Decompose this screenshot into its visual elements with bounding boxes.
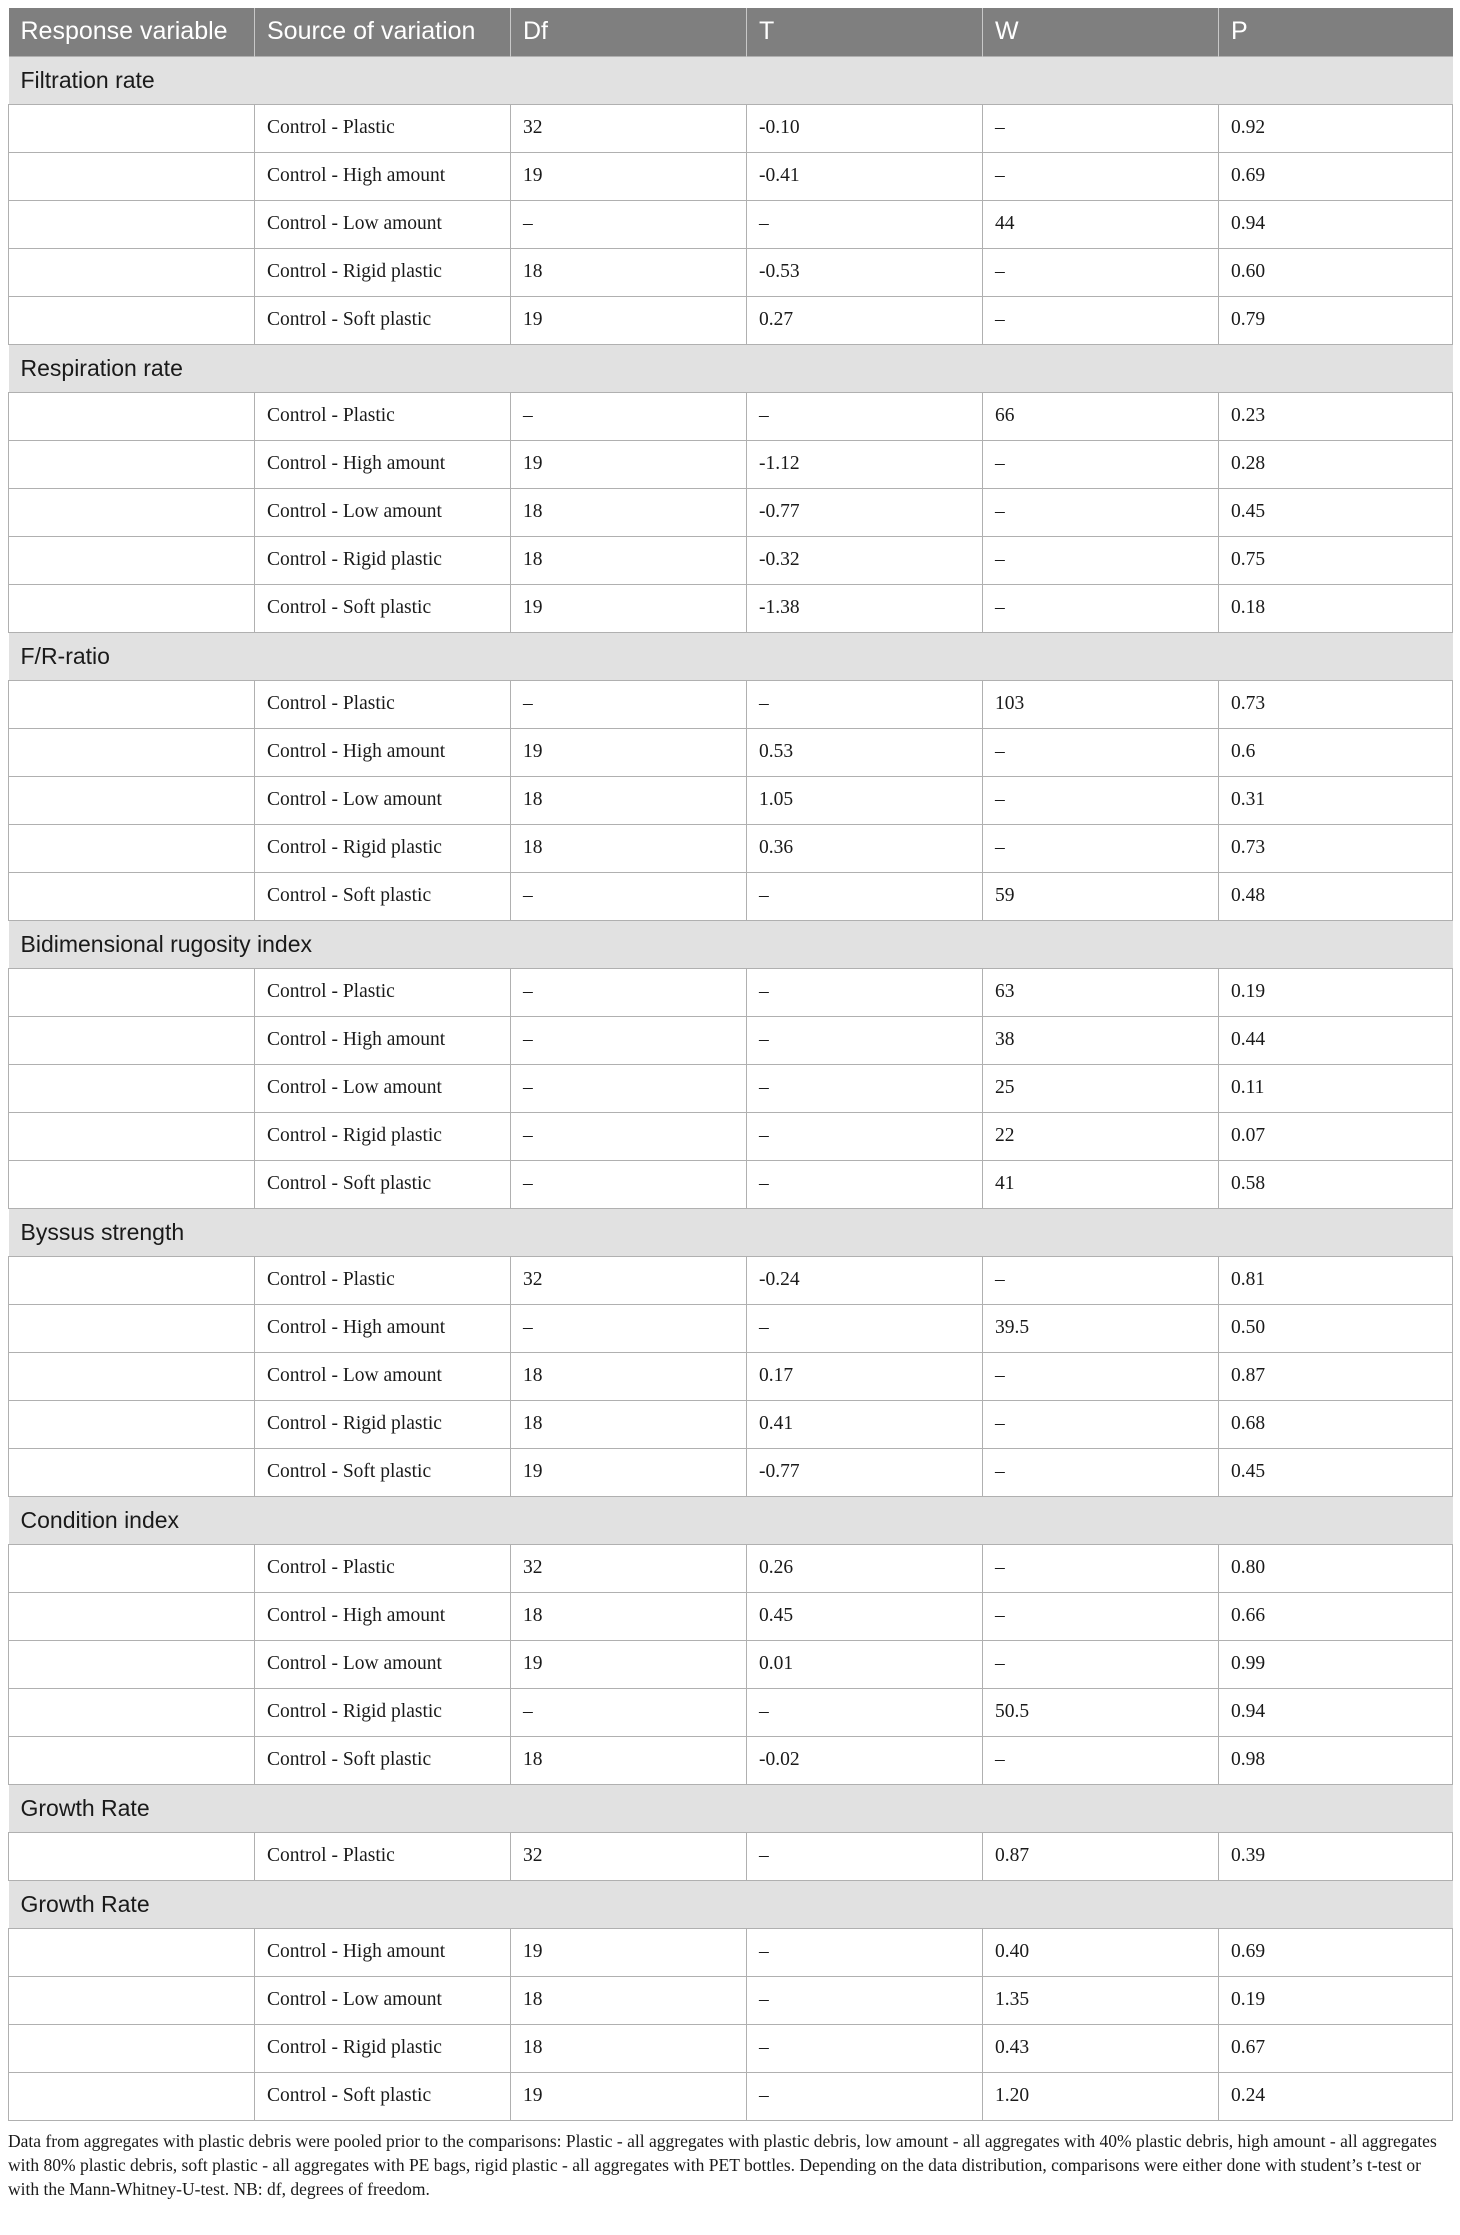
t-cell: 0.01 bbox=[747, 1640, 983, 1688]
empty-cell bbox=[9, 1016, 255, 1064]
source-of-variation-cell: Control - Rigid plastic bbox=[255, 248, 511, 296]
w-cell: 39.5 bbox=[983, 1304, 1219, 1352]
t-cell: – bbox=[747, 2024, 983, 2072]
t-cell: 0.36 bbox=[747, 824, 983, 872]
t-cell: -0.77 bbox=[747, 488, 983, 536]
p-cell: 0.75 bbox=[1219, 536, 1453, 584]
source-of-variation-cell: Control - High amount bbox=[255, 1592, 511, 1640]
source-of-variation-cell: Control - Low amount bbox=[255, 200, 511, 248]
df-cell: 18 bbox=[511, 1592, 747, 1640]
table-row bbox=[9, 104, 1453, 152]
table-row bbox=[9, 488, 1453, 536]
empty-cell bbox=[9, 824, 255, 872]
p-cell: 0.18 bbox=[1219, 584, 1453, 632]
df-cell: – bbox=[511, 680, 747, 728]
t-cell: – bbox=[747, 1112, 983, 1160]
source-of-variation-cell: Control - High amount bbox=[255, 728, 511, 776]
t-cell: 0.27 bbox=[747, 296, 983, 344]
t-cell: 0.26 bbox=[747, 1544, 983, 1592]
t-cell: 0.17 bbox=[747, 1352, 983, 1400]
p-cell: 0.24 bbox=[1219, 2072, 1453, 2120]
t-cell: -1.38 bbox=[747, 584, 983, 632]
source-of-variation-cell: Control - Plastic bbox=[255, 680, 511, 728]
p-cell: 0.6 bbox=[1219, 728, 1453, 776]
table-row bbox=[9, 152, 1453, 200]
empty-cell bbox=[9, 1832, 255, 1880]
source-of-variation-cell: Control - Rigid plastic bbox=[255, 1112, 511, 1160]
empty-cell bbox=[9, 968, 255, 1016]
df-cell: – bbox=[511, 1016, 747, 1064]
group-row bbox=[9, 1208, 1453, 1256]
p-cell: 0.98 bbox=[1219, 1736, 1453, 1784]
w-cell: 1.35 bbox=[983, 1976, 1219, 2024]
source-of-variation-cell: Control - Soft plastic bbox=[255, 1160, 511, 1208]
w-cell: – bbox=[983, 728, 1219, 776]
source-of-variation-cell: Control - Rigid plastic bbox=[255, 2024, 511, 2072]
p-cell: 0.67 bbox=[1219, 2024, 1453, 2072]
p-cell: 0.80 bbox=[1219, 1544, 1453, 1592]
source-of-variation-cell: Control - Low amount bbox=[255, 1352, 511, 1400]
df-cell: 18 bbox=[511, 1976, 747, 2024]
table-row bbox=[9, 1160, 1453, 1208]
p-cell: 0.69 bbox=[1219, 1928, 1453, 1976]
empty-cell bbox=[9, 776, 255, 824]
t-cell: – bbox=[747, 1016, 983, 1064]
table-row bbox=[9, 1688, 1453, 1736]
source-of-variation-cell: Control - Soft plastic bbox=[255, 872, 511, 920]
header-response-variable: Response variable bbox=[9, 8, 255, 56]
results-table-container bbox=[8, 8, 1452, 2201]
t-cell: -0.24 bbox=[747, 1256, 983, 1304]
t-cell: -0.02 bbox=[747, 1736, 983, 1784]
table-header bbox=[9, 8, 1453, 56]
response-variable-label: Condition index bbox=[9, 1496, 1453, 1544]
w-cell: 63 bbox=[983, 968, 1219, 1016]
empty-cell bbox=[9, 1352, 255, 1400]
p-cell: 0.31 bbox=[1219, 776, 1453, 824]
w-cell: – bbox=[983, 536, 1219, 584]
df-cell: 19 bbox=[511, 1640, 747, 1688]
t-cell: – bbox=[747, 2072, 983, 2120]
p-cell: 0.73 bbox=[1219, 824, 1453, 872]
source-of-variation-cell: Control - Soft plastic bbox=[255, 1448, 511, 1496]
response-variable-label: Byssus strength bbox=[9, 1208, 1453, 1256]
p-cell: 0.92 bbox=[1219, 104, 1453, 152]
source-of-variation-cell: Control - Rigid plastic bbox=[255, 536, 511, 584]
df-cell: 18 bbox=[511, 536, 747, 584]
source-of-variation-cell: Control - High amount bbox=[255, 1016, 511, 1064]
source-of-variation-cell: Control - Soft plastic bbox=[255, 2072, 511, 2120]
empty-cell bbox=[9, 104, 255, 152]
t-cell: -1.12 bbox=[747, 440, 983, 488]
table-row bbox=[9, 824, 1453, 872]
w-cell: – bbox=[983, 152, 1219, 200]
p-cell: 0.07 bbox=[1219, 1112, 1453, 1160]
t-cell: -0.41 bbox=[747, 152, 983, 200]
empty-cell bbox=[9, 1640, 255, 1688]
source-of-variation-cell: Control - Plastic bbox=[255, 104, 511, 152]
response-variable-label: Bidimensional rugosity index bbox=[9, 920, 1453, 968]
w-cell: – bbox=[983, 1352, 1219, 1400]
df-cell: 18 bbox=[511, 2024, 747, 2072]
empty-cell bbox=[9, 488, 255, 536]
empty-cell bbox=[9, 152, 255, 200]
table-row bbox=[9, 1304, 1453, 1352]
source-of-variation-cell: Control - Plastic bbox=[255, 1832, 511, 1880]
empty-cell bbox=[9, 1688, 255, 1736]
empty-cell bbox=[9, 2024, 255, 2072]
t-cell: -0.77 bbox=[747, 1448, 983, 1496]
df-cell: 18 bbox=[511, 1352, 747, 1400]
df-cell: 19 bbox=[511, 152, 747, 200]
df-cell: – bbox=[511, 968, 747, 1016]
header-p: P bbox=[1231, 17, 1248, 46]
empty-cell bbox=[9, 1976, 255, 2024]
w-cell: 1.20 bbox=[983, 2072, 1219, 2120]
w-cell: – bbox=[983, 824, 1219, 872]
source-of-variation-cell: Control - Plastic bbox=[255, 1256, 511, 1304]
w-cell: – bbox=[983, 1400, 1219, 1448]
table-row bbox=[9, 392, 1453, 440]
w-cell: 22 bbox=[983, 1112, 1219, 1160]
source-of-variation-cell: Control - Low amount bbox=[255, 1064, 511, 1112]
source-of-variation-cell: Control - Plastic bbox=[255, 968, 511, 1016]
empty-cell bbox=[9, 1400, 255, 1448]
w-cell: – bbox=[983, 1448, 1219, 1496]
df-cell: 18 bbox=[511, 776, 747, 824]
source-of-variation-cell: Control - Soft plastic bbox=[255, 1736, 511, 1784]
table-row bbox=[9, 248, 1453, 296]
table-row bbox=[9, 776, 1453, 824]
response-variable-label: Growth Rate bbox=[9, 1880, 1453, 1928]
table-row bbox=[9, 440, 1453, 488]
df-cell: 18 bbox=[511, 1400, 747, 1448]
t-cell: -0.10 bbox=[747, 104, 983, 152]
p-cell: 0.60 bbox=[1219, 248, 1453, 296]
p-cell: 0.87 bbox=[1219, 1352, 1453, 1400]
p-cell: 0.94 bbox=[1219, 200, 1453, 248]
header-w: W bbox=[983, 8, 1219, 56]
table-row bbox=[9, 1544, 1453, 1592]
source-of-variation-cell: Control - Low amount bbox=[255, 1976, 511, 2024]
empty-cell bbox=[9, 1592, 255, 1640]
t-cell: – bbox=[747, 1304, 983, 1352]
table-row bbox=[9, 1016, 1453, 1064]
empty-cell bbox=[9, 1112, 255, 1160]
t-cell: – bbox=[747, 1064, 983, 1112]
empty-cell bbox=[9, 248, 255, 296]
table-row bbox=[9, 1112, 1453, 1160]
empty-cell bbox=[9, 536, 255, 584]
p-cell: 0.73 bbox=[1219, 680, 1453, 728]
df-cell: – bbox=[511, 392, 747, 440]
response-variable-label: Respiration rate bbox=[9, 344, 1453, 392]
group-row bbox=[9, 920, 1453, 968]
p-cell: 0.58 bbox=[1219, 1160, 1453, 1208]
table-row bbox=[9, 1592, 1453, 1640]
df-cell: 19 bbox=[511, 1928, 747, 1976]
w-cell: – bbox=[983, 296, 1219, 344]
w-cell: – bbox=[983, 104, 1219, 152]
w-cell: 0.40 bbox=[983, 1928, 1219, 1976]
w-cell: – bbox=[983, 1640, 1219, 1688]
group-row bbox=[9, 1496, 1453, 1544]
p-cell: 0.19 bbox=[1219, 968, 1453, 1016]
table-row bbox=[9, 1928, 1453, 1976]
w-cell: – bbox=[983, 440, 1219, 488]
p-cell: 0.19 bbox=[1219, 1976, 1453, 2024]
group-row bbox=[9, 344, 1453, 392]
t-cell: – bbox=[747, 1688, 983, 1736]
statistics-table bbox=[8, 8, 1453, 2121]
table-row bbox=[9, 1352, 1453, 1400]
empty-cell bbox=[9, 2072, 255, 2120]
p-cell: 0.50 bbox=[1219, 1304, 1453, 1352]
df-cell: 18 bbox=[511, 1736, 747, 1784]
p-cell: 0.68 bbox=[1219, 1400, 1453, 1448]
t-cell: – bbox=[747, 1160, 983, 1208]
t-cell: – bbox=[747, 1976, 983, 2024]
response-variable-label: Growth Rate bbox=[9, 1784, 1453, 1832]
header-source-of-variation: Source of variation bbox=[255, 8, 511, 56]
w-cell: 25 bbox=[983, 1064, 1219, 1112]
w-cell: – bbox=[983, 248, 1219, 296]
df-cell: 19 bbox=[511, 1448, 747, 1496]
p-cell: 0.44 bbox=[1219, 1016, 1453, 1064]
t-cell: 0.41 bbox=[747, 1400, 983, 1448]
source-of-variation-cell: Control - Low amount bbox=[255, 1640, 511, 1688]
t-cell: 0.45 bbox=[747, 1592, 983, 1640]
t-cell: – bbox=[747, 392, 983, 440]
empty-cell bbox=[9, 1064, 255, 1112]
df-cell: – bbox=[511, 1304, 747, 1352]
empty-cell bbox=[9, 1448, 255, 1496]
df-cell: 32 bbox=[511, 1832, 747, 1880]
df-cell: 32 bbox=[511, 1256, 747, 1304]
df-cell: – bbox=[511, 200, 747, 248]
header-df: Df bbox=[511, 8, 747, 56]
source-of-variation-cell: Control - High amount bbox=[255, 152, 511, 200]
w-cell: – bbox=[983, 488, 1219, 536]
w-cell: 38 bbox=[983, 1016, 1219, 1064]
w-cell: – bbox=[983, 1592, 1219, 1640]
source-of-variation-cell: Control - Rigid plastic bbox=[255, 1688, 511, 1736]
table-row bbox=[9, 1256, 1453, 1304]
empty-cell bbox=[9, 440, 255, 488]
source-of-variation-cell: Control - Rigid plastic bbox=[255, 824, 511, 872]
t-cell: 1.05 bbox=[747, 776, 983, 824]
table-body bbox=[9, 56, 1453, 2120]
table-row bbox=[9, 1400, 1453, 1448]
table-row bbox=[9, 536, 1453, 584]
p-cell: 0.23 bbox=[1219, 392, 1453, 440]
header-row bbox=[9, 8, 1453, 56]
table-footnote: Data from aggregates with plastic debris were pooled prior to the comparisons: Plastic - all aggregates with plastic debris, low amount - all aggregates with 40% plastic debris, high amount - all aggregates with 80% plastic debris, soft plastic - all aggregates with PE bags, rigid plastic - all aggregates with PET bottles. Depending on the data distribution, comparisons were either done with student’s t-test or with the Mann-Whitney-U-test. NB: df, degrees of freedom. bbox=[8, 2130, 1437, 2199]
p-cell: 0.81 bbox=[1219, 1256, 1453, 1304]
empty-cell bbox=[9, 1304, 255, 1352]
df-cell: – bbox=[511, 1160, 747, 1208]
empty-cell bbox=[9, 200, 255, 248]
p-cell: 0.45 bbox=[1219, 488, 1453, 536]
source-of-variation-cell: Control - Low amount bbox=[255, 776, 511, 824]
p-cell: 0.39 bbox=[1219, 1832, 1453, 1880]
header-t: T bbox=[747, 8, 983, 56]
t-cell: -0.53 bbox=[747, 248, 983, 296]
empty-cell bbox=[9, 1928, 255, 1976]
empty-cell bbox=[9, 392, 255, 440]
source-of-variation-cell: Control - High amount bbox=[255, 1304, 511, 1352]
df-cell: 32 bbox=[511, 104, 747, 152]
group-row bbox=[9, 1784, 1453, 1832]
df-cell: – bbox=[511, 1688, 747, 1736]
w-cell: 44 bbox=[983, 200, 1219, 248]
source-of-variation-cell: Control - Soft plastic bbox=[255, 584, 511, 632]
w-cell: – bbox=[983, 1256, 1219, 1304]
df-cell: 19 bbox=[511, 296, 747, 344]
p-cell: 0.28 bbox=[1219, 440, 1453, 488]
empty-cell bbox=[9, 872, 255, 920]
t-cell: – bbox=[747, 1928, 983, 1976]
df-cell: 18 bbox=[511, 488, 747, 536]
empty-cell bbox=[9, 728, 255, 776]
source-of-variation-cell: Control - Soft plastic bbox=[255, 296, 511, 344]
table-row bbox=[9, 1448, 1453, 1496]
w-cell: 59 bbox=[983, 872, 1219, 920]
table-row bbox=[9, 1832, 1453, 1880]
empty-cell bbox=[9, 1160, 255, 1208]
table-row bbox=[9, 728, 1453, 776]
table-row bbox=[9, 680, 1453, 728]
w-cell: – bbox=[983, 1544, 1219, 1592]
source-of-variation-cell: Control - Low amount bbox=[255, 488, 511, 536]
table-row bbox=[9, 200, 1453, 248]
table-row bbox=[9, 1976, 1453, 2024]
df-cell: – bbox=[511, 1064, 747, 1112]
source-of-variation-cell: Control - Plastic bbox=[255, 392, 511, 440]
empty-cell bbox=[9, 296, 255, 344]
df-cell: 18 bbox=[511, 248, 747, 296]
p-cell: 0.94 bbox=[1219, 1688, 1453, 1736]
table-row bbox=[9, 2024, 1453, 2072]
w-cell: – bbox=[983, 584, 1219, 632]
table-row bbox=[9, 1736, 1453, 1784]
p-cell: 0.45 bbox=[1219, 1448, 1453, 1496]
df-cell: 18 bbox=[511, 824, 747, 872]
table-row bbox=[9, 584, 1453, 632]
t-cell: – bbox=[747, 968, 983, 1016]
p-cell: 0.11 bbox=[1219, 1064, 1453, 1112]
group-row bbox=[9, 56, 1453, 104]
group-row bbox=[9, 1880, 1453, 1928]
t-cell: 0.53 bbox=[747, 728, 983, 776]
source-of-variation-cell: Control - High amount bbox=[255, 1928, 511, 1976]
p-cell: 0.99 bbox=[1219, 1640, 1453, 1688]
df-cell: – bbox=[511, 872, 747, 920]
p-cell: 0.66 bbox=[1219, 1592, 1453, 1640]
df-cell: 32 bbox=[511, 1544, 747, 1592]
df-cell: 19 bbox=[511, 440, 747, 488]
table-row bbox=[9, 872, 1453, 920]
w-cell: 41 bbox=[983, 1160, 1219, 1208]
source-of-variation-cell: Control - High amount bbox=[255, 440, 511, 488]
empty-cell bbox=[9, 1544, 255, 1592]
response-variable-label: Filtration rate bbox=[9, 56, 1453, 104]
empty-cell bbox=[9, 1256, 255, 1304]
response-variable-label: F/R-ratio bbox=[9, 632, 1453, 680]
df-cell: 19 bbox=[511, 728, 747, 776]
empty-cell bbox=[9, 680, 255, 728]
t-cell: – bbox=[747, 680, 983, 728]
table-row bbox=[9, 1640, 1453, 1688]
t-cell: -0.32 bbox=[747, 536, 983, 584]
t-cell: – bbox=[747, 200, 983, 248]
w-cell: 0.87 bbox=[983, 1832, 1219, 1880]
p-cell: 0.69 bbox=[1219, 152, 1453, 200]
table-row bbox=[9, 968, 1453, 1016]
w-cell: 103 bbox=[983, 680, 1219, 728]
t-cell: – bbox=[747, 872, 983, 920]
df-cell: 19 bbox=[511, 584, 747, 632]
df-cell: 19 bbox=[511, 2072, 747, 2120]
table-row bbox=[9, 2072, 1453, 2120]
table-row bbox=[9, 296, 1453, 344]
source-of-variation-cell: Control - Plastic bbox=[255, 1544, 511, 1592]
w-cell: 0.43 bbox=[983, 2024, 1219, 2072]
w-cell: 66 bbox=[983, 392, 1219, 440]
source-of-variation-cell: Control - Rigid plastic bbox=[255, 1400, 511, 1448]
empty-cell bbox=[9, 1736, 255, 1784]
empty-cell bbox=[9, 584, 255, 632]
w-cell: – bbox=[983, 1736, 1219, 1784]
w-cell: – bbox=[983, 776, 1219, 824]
w-cell: 50.5 bbox=[983, 1688, 1219, 1736]
table-row bbox=[9, 1064, 1453, 1112]
p-cell: 0.48 bbox=[1219, 872, 1453, 920]
t-cell: – bbox=[747, 1832, 983, 1880]
df-cell: – bbox=[511, 1112, 747, 1160]
group-row bbox=[9, 632, 1453, 680]
p-cell: 0.79 bbox=[1219, 296, 1453, 344]
